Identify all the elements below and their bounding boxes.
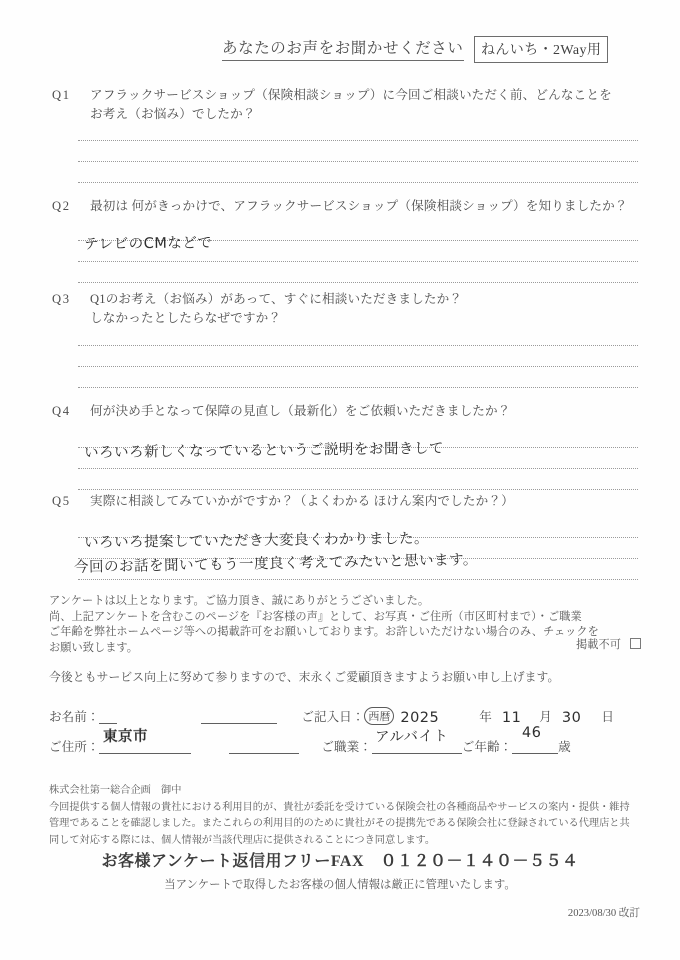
fax-number-line: お客様アンケート返信用フリーFAX ０１２０－１４０－５５４ [101, 853, 579, 870]
question-number-q2: Q2 [52, 199, 71, 213]
question-text-q4-line1: 何が決め手となって保障の見直し（最新化）をご依頼いただきましたか？ [90, 404, 511, 418]
date-day-unit: 日 [601, 710, 614, 724]
date-month-value: 11 [501, 710, 522, 726]
no-publication-option [576, 638, 641, 654]
no-publication-checkbox[interactable] [630, 638, 641, 649]
no-publication-label: 掲載不可 [576, 639, 621, 652]
footer-consent-line-1: 今回提供する個人情報の貴社における利用目的が、貴社が委託を受けている保険会社の各種商品やサービスの案内・提供・維持 [49, 801, 630, 813]
question-text-q2-line1: 最初は 何がきっかけで、アフラックサービスショップ（保険相談ショップ）を知りましたか？ [90, 199, 628, 213]
answer-line[interactable] [78, 366, 638, 367]
footer-consent-block [49, 784, 641, 850]
question-heading-q1 [0, 86, 680, 124]
question-block-q4 [0, 402, 680, 421]
question-text-q5-line1: 実際に相談してみていかがですか？（よくわかる ほけん案内でしたか？） [90, 494, 514, 508]
question-heading-q2 [0, 197, 680, 216]
address-value: 東京市 [103, 728, 149, 746]
handwritten-answer-q4-line1: いろいろ新しくなっているというご説明をお聞きして [83, 440, 445, 462]
name-input-extension[interactable] [201, 709, 277, 724]
revision-date: 2023/08/30 改訂 [567, 908, 640, 919]
consent-line-3: ご年齢を弊社ホームページ等への掲載許可をお願いしております。お許しいただけない場合のみ、チェックを [49, 626, 599, 639]
consent-line-1: アンケートは以上となります。ご協力頂き、誠にありがとうございました。 [49, 595, 430, 607]
address-label: ご住所： [49, 740, 100, 754]
handwritten-answer-q5-line1: いろいろ提案していただき大変良くわかりました。 [83, 530, 430, 552]
question-text-q1-line1: アフラックサービスショップ（保険相談ショップ）に今回ご相談いただく前、どんなことを [90, 88, 612, 102]
page-header [0, 36, 680, 68]
date-era-label: 西暦 [364, 707, 394, 725]
question-number-q5: Q5 [52, 494, 71, 508]
occupation-input[interactable] [372, 728, 462, 754]
answer-line[interactable] [78, 261, 638, 262]
occupation-label: ご職業： [321, 740, 372, 754]
answer-line[interactable] [78, 140, 638, 141]
footer-consent-line-3: 同して対応する際には、個人情報が当該代理店に提供されることにつき同意します。 [49, 834, 436, 846]
answer-line[interactable] [78, 489, 638, 490]
question-block-q2 [0, 197, 680, 216]
date-year-value: 2025 [400, 710, 440, 726]
answer-line[interactable] [78, 387, 638, 388]
answer-line[interactable] [78, 161, 638, 162]
answer-lines-q3 [78, 345, 638, 408]
question-number-q1: Q1 [52, 88, 71, 102]
question-block-q5 [0, 492, 680, 511]
page-title: あなたのお声をお聞かせください [222, 36, 464, 61]
fax-privacy-note: 当アンケートで取得したお客様の個人情報は厳正に管理いたします。 [164, 879, 516, 891]
age-unit: 歳 [558, 740, 571, 754]
consent-block [49, 594, 641, 654]
plan-type-badge: ねんいち・2Way用 [474, 36, 608, 63]
date-month-unit: 月 [539, 710, 552, 724]
footer-company-name: 株式会社第一総合企画 御中 [49, 785, 182, 796]
name-label: お名前： [49, 710, 100, 724]
name-date-row [49, 706, 641, 725]
question-number-q3: Q3 [52, 292, 71, 306]
consent-line-4: お願い致します。 [49, 641, 139, 654]
age-label: ご年齢： [461, 740, 513, 754]
age-value: 46 [522, 724, 542, 742]
question-text-q3-line2: しなかったとしたらなぜですか？ [90, 311, 282, 325]
question-text-q3-line1: Q1のお考え（お悩み）があって、すぐに相談いただきましたか？ [90, 292, 463, 306]
question-block-q3 [0, 290, 680, 328]
name-input[interactable] [99, 709, 117, 724]
answer-line[interactable] [78, 468, 638, 469]
question-number-q4: Q4 [52, 404, 71, 418]
address-input[interactable] [99, 728, 191, 754]
thanks-message: 今後ともサービス向上に努めて参りますので、末永くご愛顧頂きますようお願い申し上げます。 [49, 670, 560, 684]
address-input-extension[interactable] [229, 739, 299, 754]
date-day-value: 30 [561, 710, 582, 726]
handwritten-answer-q5-line2: 今回のお話を聞いてもう一度良く考えてみたいと思います。 [73, 552, 478, 576]
answer-line[interactable] [78, 579, 638, 580]
consent-line-2: 尚、上記アンケートを含むこのページを『お客様の声』として、お写真・ご住所（市区町村まで）・ご職業 [49, 610, 582, 623]
footer-consent-line-2: 管理であることを確認しました。またこれらの利用目的のために貴社がその提携先である保険会社に登録されている代理店と共 [49, 818, 630, 830]
date-label: ご記入日： [301, 710, 365, 724]
question-block-q1 [0, 86, 680, 124]
question-heading-q4 [0, 402, 680, 421]
answer-line[interactable] [78, 282, 638, 283]
question-heading-q3 [0, 290, 680, 328]
question-text-q1-line2: お考え（お悩み）でしたか？ [90, 107, 256, 121]
question-heading-q5 [0, 492, 680, 511]
address-occupation-age-row [49, 724, 641, 755]
handwritten-answer-q2-line1: テレビのCMなどで [83, 235, 213, 253]
answer-line[interactable] [78, 345, 638, 346]
answer-lines-q1 [78, 140, 638, 203]
answer-line[interactable] [78, 182, 638, 183]
age-input[interactable] [512, 724, 558, 754]
occupation-value: アルバイト [374, 728, 449, 746]
date-year-unit: 年 [479, 710, 492, 724]
